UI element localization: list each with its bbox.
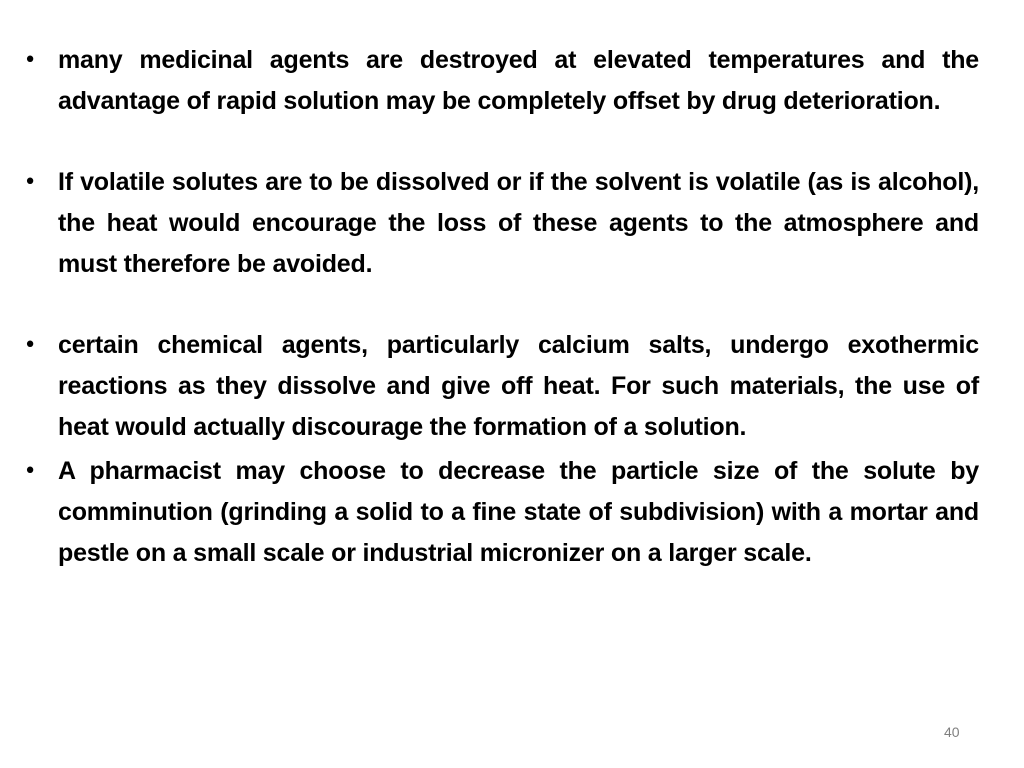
bullet-text: A pharmacist may choose to decrease the particle size of the solute by comminution (grinding a solid to a fine state of subdivision) with a mortar and pestle on a small scale or industrial micronizer on a larger scale. (58, 457, 979, 567)
bullet-icon: • (23, 170, 37, 195)
bullet-text: If volatile solutes are to be dissolved or if the solvent is volatile (as is alcohol), the heat would encourage the loss of these agents to the atmosphere and must therefore be avoided. (58, 168, 979, 278)
bullet-icon: • (23, 48, 37, 73)
bullet-item (23, 451, 979, 574)
page-number: 40 (944, 724, 960, 740)
bullet-list (23, 40, 979, 574)
bullet-text: certain chemical agents, particularly calcium salts, undergo exothermic reactions as they dissolve and give off heat. For such materials, the use of heat would actually discourage the formation of a solution. (58, 331, 979, 441)
bullet-icon: • (23, 459, 37, 484)
bullet-item (23, 162, 979, 285)
bullet-text: many medicinal agents are destroyed at elevated temperatures and the advantage of rapid solution may be completely offset by drug deterioration. (58, 46, 979, 115)
bullet-item (23, 40, 979, 122)
bullet-item (23, 325, 979, 448)
bullet-icon: • (23, 333, 37, 358)
